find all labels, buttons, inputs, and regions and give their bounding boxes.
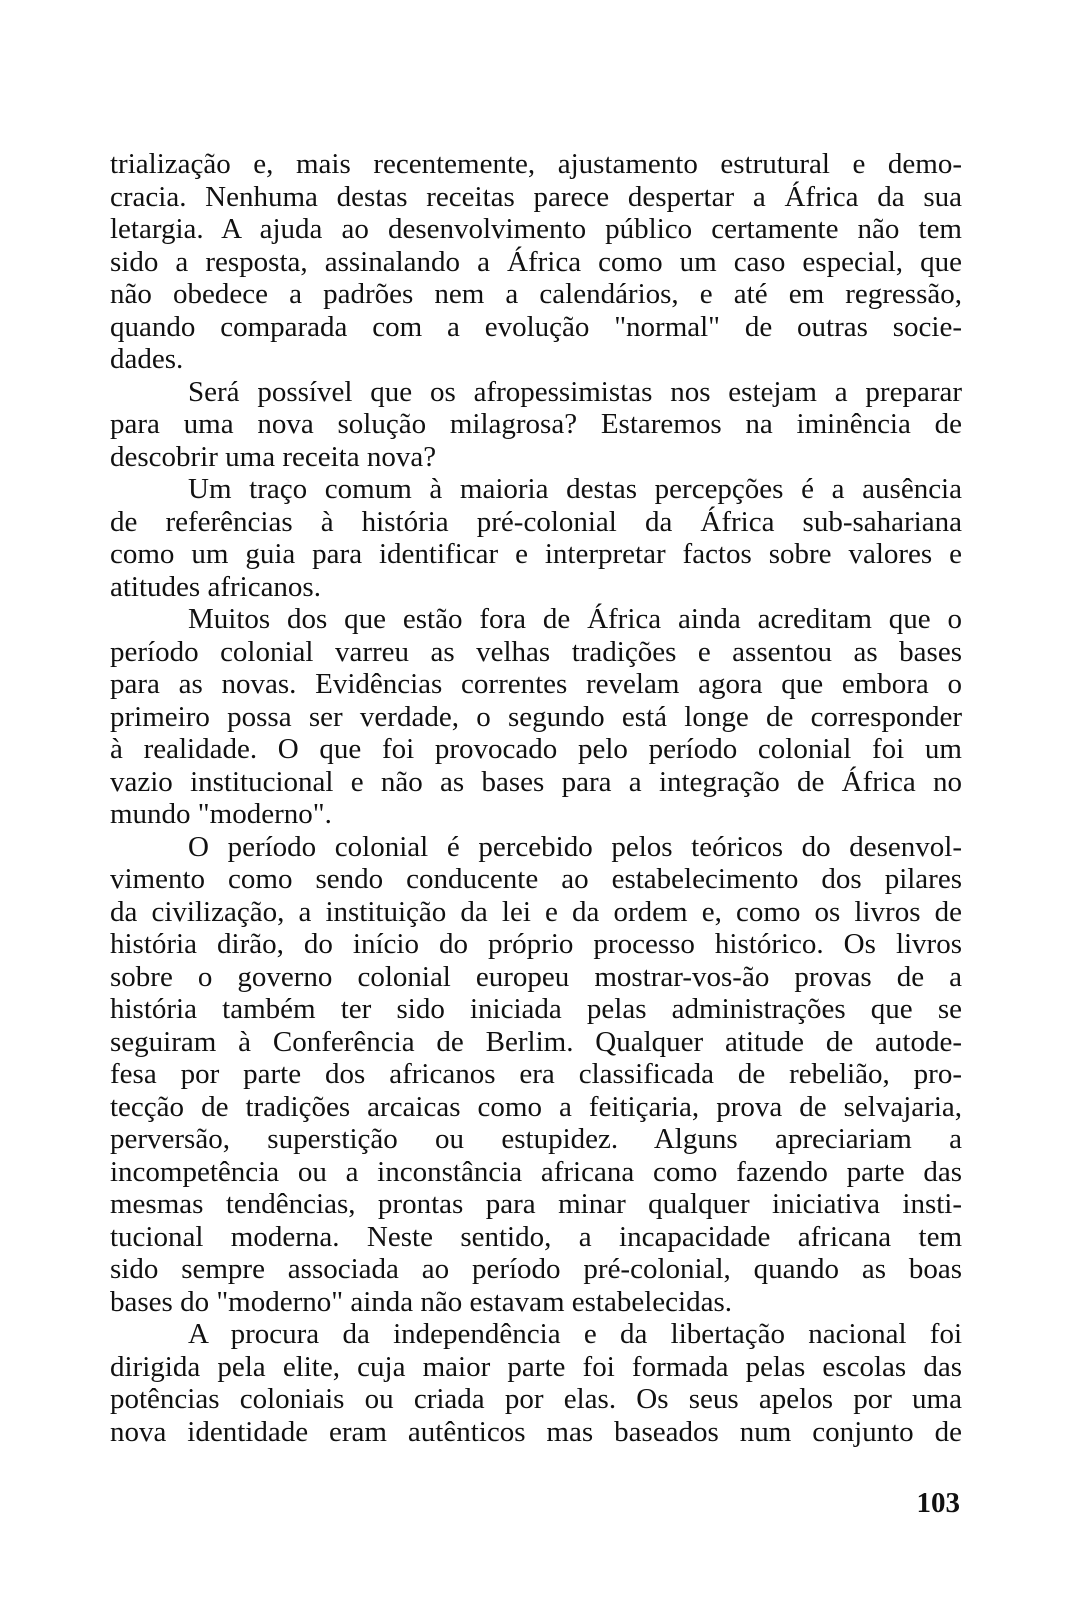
text-line: cracia. Nenhuma destas receitas parece despertar a África da sua bbox=[110, 180, 962, 213]
text-line: não obedece a padrões nem a calendários, e até em regressão, bbox=[110, 278, 962, 310]
text-line: de referências à história pré-colonial da África sub-sahariana bbox=[110, 505, 962, 538]
body-text bbox=[110, 148, 962, 1448]
text-line: bases do "moderno" ainda não estavam estabelecidas. bbox=[110, 1285, 732, 1318]
text-line: sobre o governo colonial europeu mostrar-vos-ão provas de a bbox=[110, 960, 962, 993]
text-line: história dirão, do início do próprio processo histórico. Os livros bbox=[110, 928, 962, 960]
text-line: sido sempre associada ao período pré-colonial, quando as boas bbox=[110, 1253, 962, 1285]
text-line: A procura da independência e da libertação nacional foi bbox=[188, 1318, 962, 1350]
text-line: vazio institucional e não as bases para a integração de África no bbox=[110, 765, 962, 798]
text-line: O período colonial é percebido pelos teóricos do desenvol- bbox=[188, 830, 962, 863]
text-line: primeiro possa ser verdade, o segundo está longe de corresponder bbox=[110, 700, 962, 733]
text-line: fesa por parte dos africanos era classificada de rebelião, pro- bbox=[110, 1058, 962, 1090]
text-line: Será possível que os afropessimistas nos estejam a preparar bbox=[188, 375, 962, 408]
text-line: mundo "moderno". bbox=[110, 798, 332, 830]
text-line: nova identidade eram autênticos mas baseados num conjunto de bbox=[110, 1415, 962, 1448]
text-line: para uma nova solução milagrosa? Estaremos na iminência de bbox=[110, 408, 962, 440]
text-line: Um traço comum à maioria destas percepções é a ausência bbox=[188, 473, 962, 505]
text-line: incompetência ou a inconstância africana como fazendo parte das bbox=[110, 1155, 962, 1188]
text-line: tucional moderna. Neste sentido, a incapacidade africana tem bbox=[110, 1220, 962, 1253]
page-number: 103 bbox=[916, 1487, 960, 1519]
text-line: potências coloniais ou criada por elas. Os seus apelos por uma bbox=[110, 1383, 962, 1415]
text-line: período colonial varreu as velhas tradições e assentou as bases bbox=[110, 635, 962, 668]
text-line: à realidade. O que foi provocado pelo período colonial foi um bbox=[110, 733, 962, 765]
text-line: seguiram à Conferência de Berlim. Qualquer atitude de autode- bbox=[110, 1025, 962, 1058]
text-line: quando comparada com a evolução "normal" de outras socie- bbox=[110, 310, 962, 343]
text-line: da civilização, a instituição da lei e da ordem e, como os livros de bbox=[110, 895, 962, 928]
text-line: perversão, superstição ou estupidez. Alguns apreciariam a bbox=[110, 1123, 962, 1155]
text-line: trialização e, mais recentemente, ajustamento estrutural e demo- bbox=[110, 148, 962, 180]
text-line: dirigida pela elite, cuja maior parte foi formada pelas escolas das bbox=[110, 1350, 962, 1383]
text-line: Muitos dos que estão fora de África ainda acreditam que o bbox=[188, 603, 962, 635]
text-line: vimento como sendo conducente ao estabelecimento dos pilares bbox=[110, 863, 962, 895]
text-line: tecção de tradições arcaicas como a feitiçaria, prova de selvajaria, bbox=[110, 1090, 962, 1123]
text-line: letargia. A ajuda ao desenvolvimento público certamente não tem bbox=[110, 213, 962, 245]
text-line: mesmas tendências, prontas para minar qualquer iniciativa insti- bbox=[110, 1188, 962, 1220]
text-line: para as novas. Evidências correntes revelam agora que embora o bbox=[110, 668, 962, 700]
text-line: história também ter sido iniciada pelas administrações que se bbox=[110, 993, 962, 1025]
text-line: sido a resposta, assinalando a África como um caso especial, que bbox=[110, 245, 962, 278]
text-line: atitudes africanos. bbox=[110, 570, 321, 603]
text-line: dades. bbox=[110, 343, 184, 375]
text-line: como um guia para identificar e interpretar factos sobre valores e bbox=[110, 538, 962, 570]
text-line: descobrir uma receita nova? bbox=[110, 440, 437, 473]
